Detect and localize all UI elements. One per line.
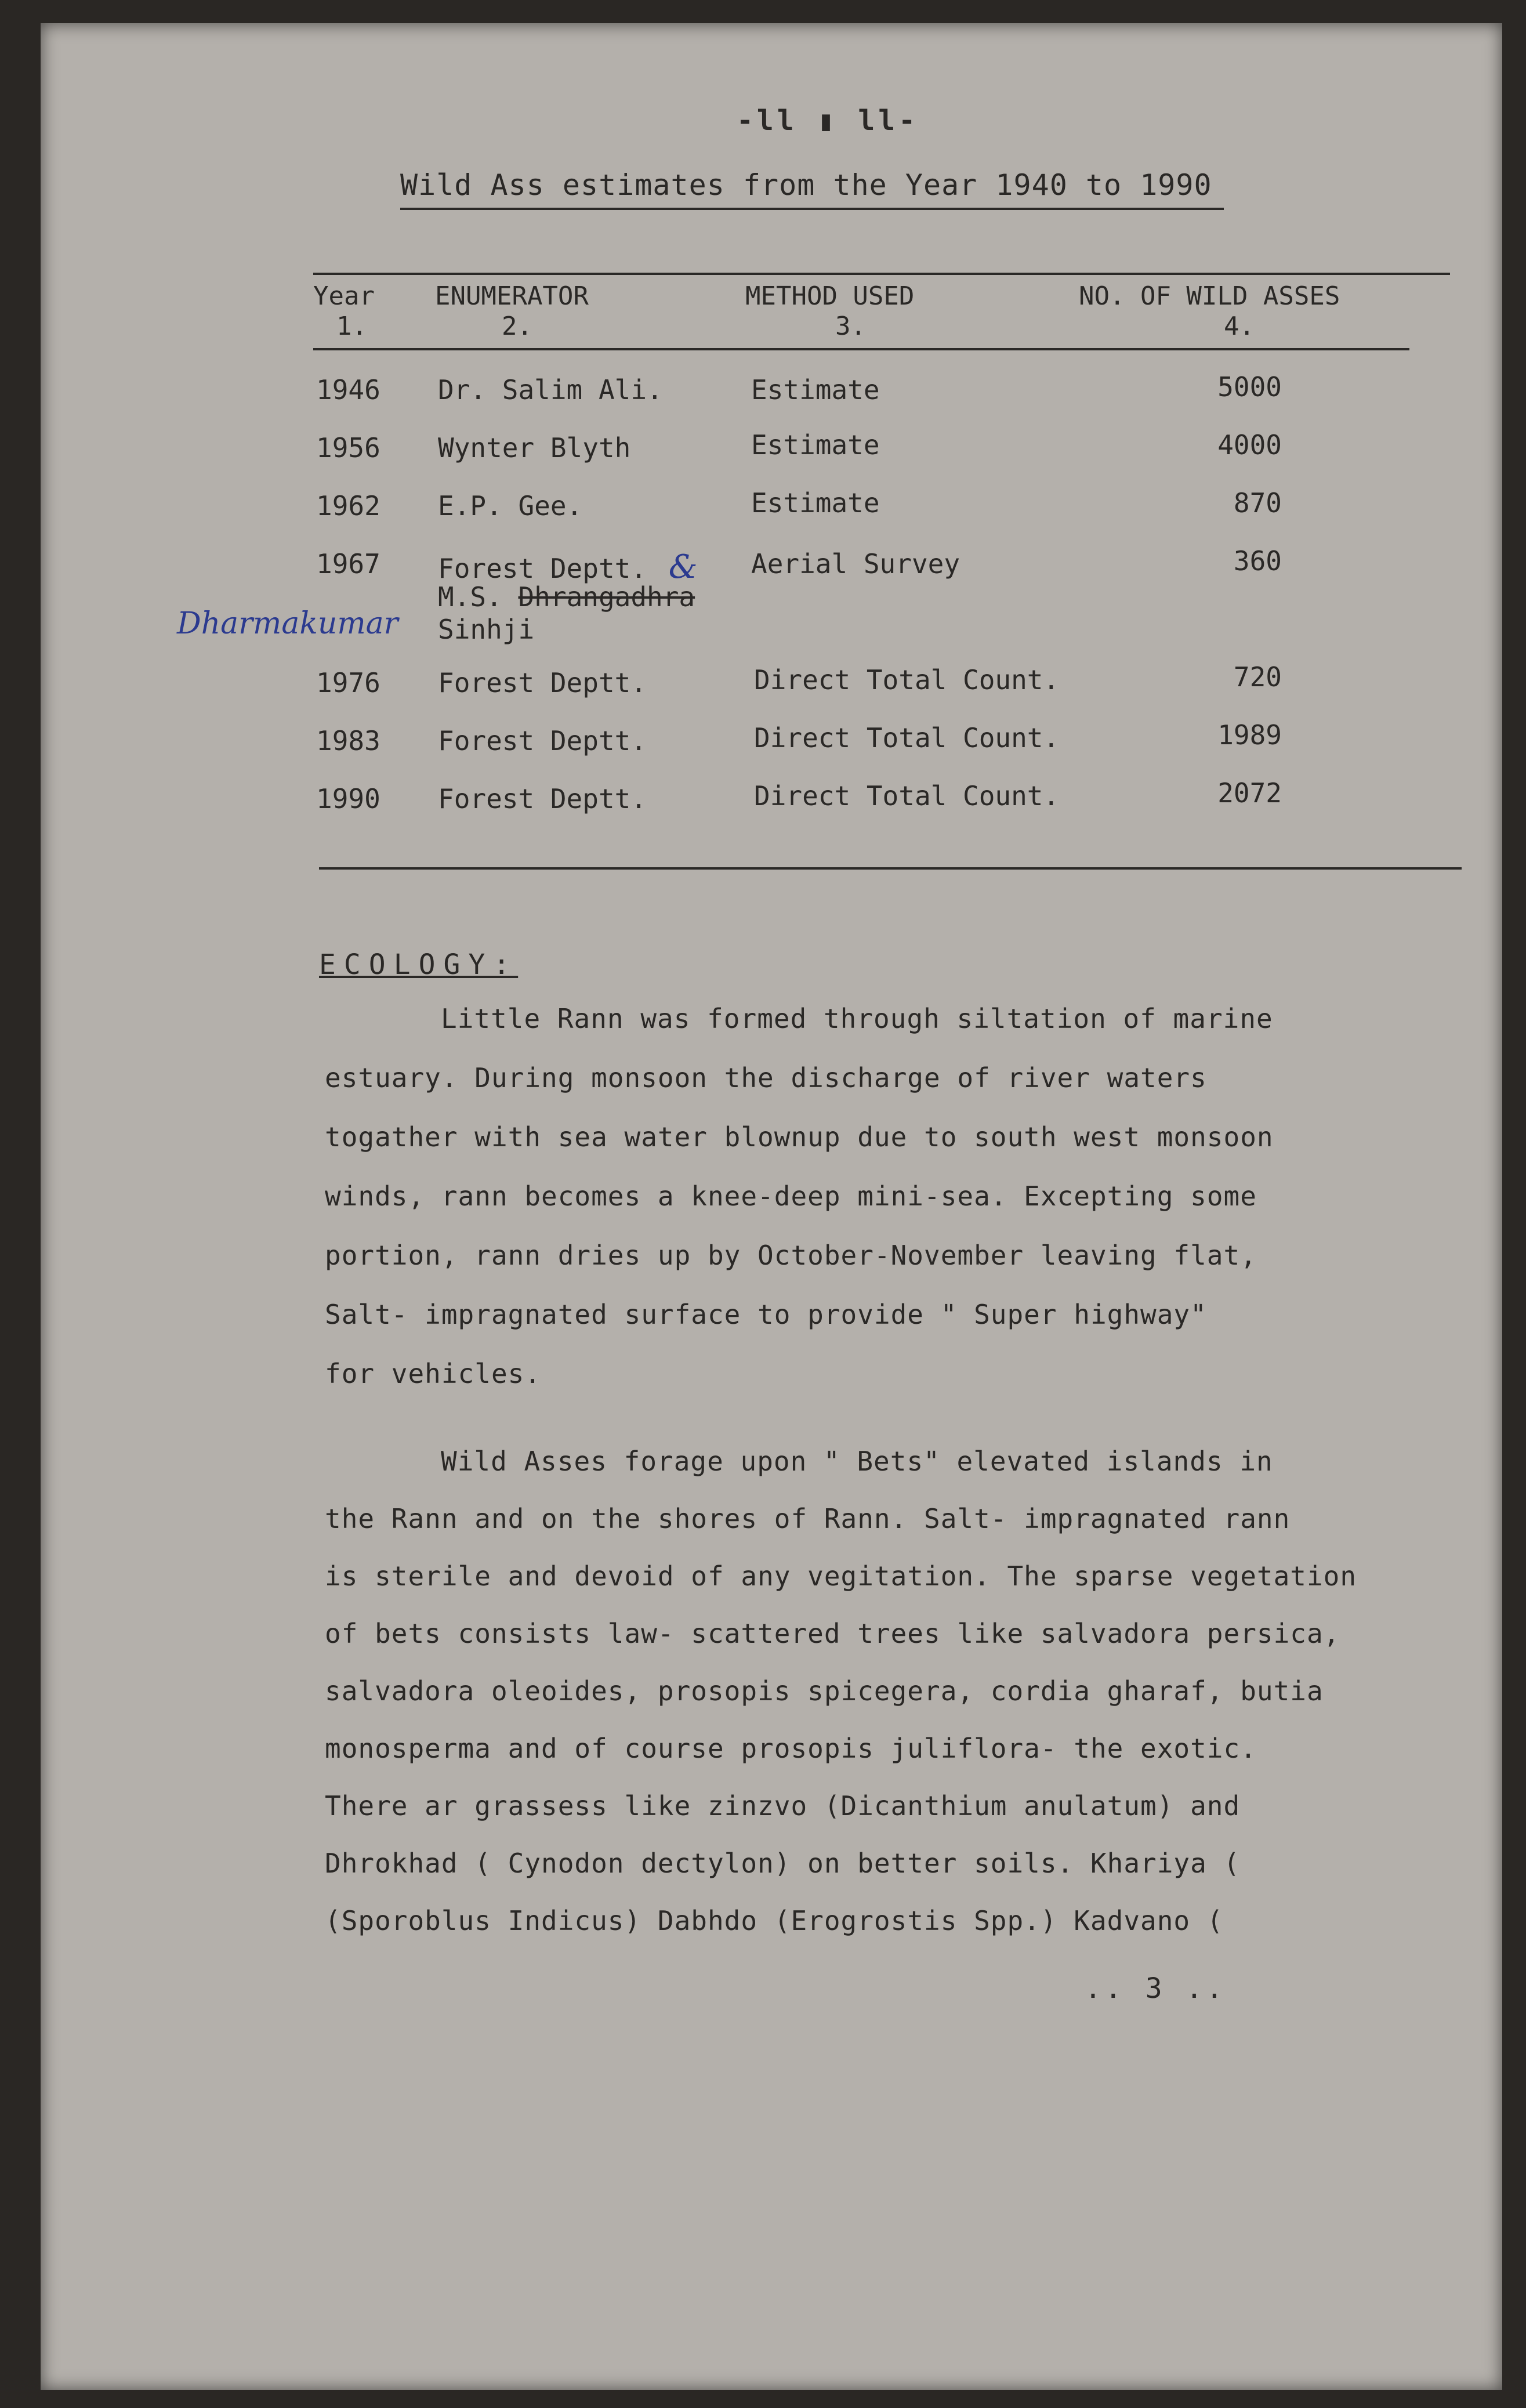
paragraph-line: Little Rann was formed through siltation of marine bbox=[441, 1003, 1273, 1034]
table-cell-method: Direct Total Count. bbox=[754, 780, 1060, 812]
paragraph-line: (Sporoblus Indicus) Dabhdo (Erogrostis Spp.) Kadvano ( bbox=[325, 1905, 1224, 1936]
table-cell-count: 720 bbox=[1233, 661, 1282, 693]
enumerator-line-1: Forest Deptt. bbox=[438, 553, 647, 584]
paragraph-line: There ar grassess like zinzvo (Dicanthium anulatum) and bbox=[325, 1790, 1241, 1822]
header-count-num: 4. bbox=[1224, 312, 1255, 341]
paragraph-line: is sterile and devoid of any vegitation. The sparse vegetation bbox=[325, 1560, 1357, 1592]
table-cell-count: 870 bbox=[1233, 487, 1282, 519]
header-count bbox=[1079, 281, 1340, 342]
paragraph-line: estuary. During monsoon the discharge of river waters bbox=[325, 1062, 1207, 1093]
table-cell-year: 1946 bbox=[316, 374, 380, 405]
paragraph-line: salvadora oleoides, prosopis spicegera, cordia gharaf, butia bbox=[325, 1675, 1324, 1707]
header-enumerator-num: 2. bbox=[502, 312, 532, 341]
table-cell-enumerator: E.P. Gee. bbox=[438, 490, 583, 522]
title-underline bbox=[400, 208, 1224, 210]
paragraph-line: Wild Asses forage upon " Bets" elevated islands in bbox=[441, 1446, 1273, 1477]
paragraph-line: portion, rann dries up by October-November leaving flat, bbox=[325, 1240, 1257, 1271]
table-cell-method: Estimate bbox=[751, 429, 880, 461]
page-number-mark: -ll ▮ ll- bbox=[737, 104, 919, 137]
table-cell-method: Aerial Survey bbox=[751, 548, 960, 580]
table-cell-enumerator: Forest Deptt. bbox=[438, 725, 647, 756]
enumerator-line-2a: M.S. bbox=[438, 581, 502, 613]
table-cell-enumerator-line3: Sinhji bbox=[438, 614, 535, 645]
ecology-paragraph-1 bbox=[325, 989, 1274, 1403]
table-cell-count: 360 bbox=[1233, 545, 1282, 577]
page-title: Wild Ass estimates from the Year 1940 to 1990 bbox=[400, 168, 1212, 202]
paragraph-line: Dhrokhad ( Cynodon dectylon) on better soils. Khariya ( bbox=[325, 1848, 1241, 1879]
table-cell-year: 1956 bbox=[316, 432, 380, 464]
paragraph-line: togather with sea water blownup due to south west monsoon bbox=[325, 1121, 1274, 1153]
paragraph-line: winds, rann becomes a knee-deep mini-sea. Excepting some bbox=[325, 1181, 1257, 1212]
paragraph-line: of bets consists law- scattered trees like salvadora persica, bbox=[325, 1618, 1340, 1649]
header-year-label: Year bbox=[313, 281, 375, 311]
table-cell-enumerator: Forest Deptt. bbox=[438, 783, 647, 814]
handwritten-note: Dharmakumar bbox=[177, 606, 398, 641]
table-cell-year: 1962 bbox=[316, 490, 380, 522]
paragraph-line: for vehicles. bbox=[325, 1358, 542, 1389]
table-cell-enumerator: Dr. Salim Ali. bbox=[438, 374, 663, 405]
struck-text: Dhrangadhra bbox=[518, 581, 695, 613]
header-year bbox=[313, 281, 375, 342]
header-method bbox=[745, 281, 914, 342]
table-cell-year: 1967 bbox=[316, 548, 380, 580]
table-cell-enumerator bbox=[438, 548, 698, 586]
handwritten-ampersand: & bbox=[668, 548, 698, 586]
table-cell-method: Estimate bbox=[751, 487, 880, 519]
ecology-paragraph-2 bbox=[325, 1433, 1357, 1950]
table-cell-year: 1976 bbox=[316, 667, 380, 698]
table-top-rule bbox=[313, 273, 1450, 275]
table-cell-year: 1983 bbox=[316, 725, 380, 756]
header-year-num: 1. bbox=[336, 312, 367, 341]
paragraph-line: Salt- impragnated surface to provide " Super highway" bbox=[325, 1299, 1207, 1330]
document-page bbox=[41, 23, 1502, 2390]
header-enumerator-label: ENUMERATOR bbox=[435, 281, 589, 311]
table-cell-count: 5000 bbox=[1217, 371, 1282, 403]
table-cell-count: 4000 bbox=[1217, 429, 1282, 461]
table-cell-method: Direct Total Count. bbox=[754, 664, 1060, 696]
page-footer: .. 3 .. bbox=[1085, 1972, 1227, 2005]
header-count-label: NO. OF WILD ASSES bbox=[1079, 281, 1340, 311]
table-header-rule bbox=[313, 348, 1409, 350]
table-cell-enumerator-line2 bbox=[438, 581, 695, 613]
table-cell-year: 1990 bbox=[316, 783, 380, 814]
table-cell-enumerator: Wynter Blyth bbox=[438, 432, 631, 464]
table-cell-method: Direct Total Count. bbox=[754, 722, 1060, 754]
table-cell-count: 1989 bbox=[1217, 719, 1282, 751]
table-cell-enumerator: Forest Deptt. bbox=[438, 667, 647, 698]
table-bottom-rule bbox=[319, 867, 1462, 870]
table-cell-count: 2072 bbox=[1217, 777, 1282, 809]
paragraph-line: the Rann and on the shores of Rann. Salt- impragnated rann bbox=[325, 1503, 1291, 1534]
header-method-num: 3. bbox=[835, 312, 866, 341]
section-heading: ECOLOGY: bbox=[319, 948, 519, 981]
header-enumerator bbox=[435, 281, 589, 342]
header-method-label: METHOD USED bbox=[745, 281, 915, 311]
table-cell-method: Estimate bbox=[751, 374, 880, 405]
paragraph-line: monosperma and of course prosopis juliflora- the exotic. bbox=[325, 1733, 1257, 1764]
